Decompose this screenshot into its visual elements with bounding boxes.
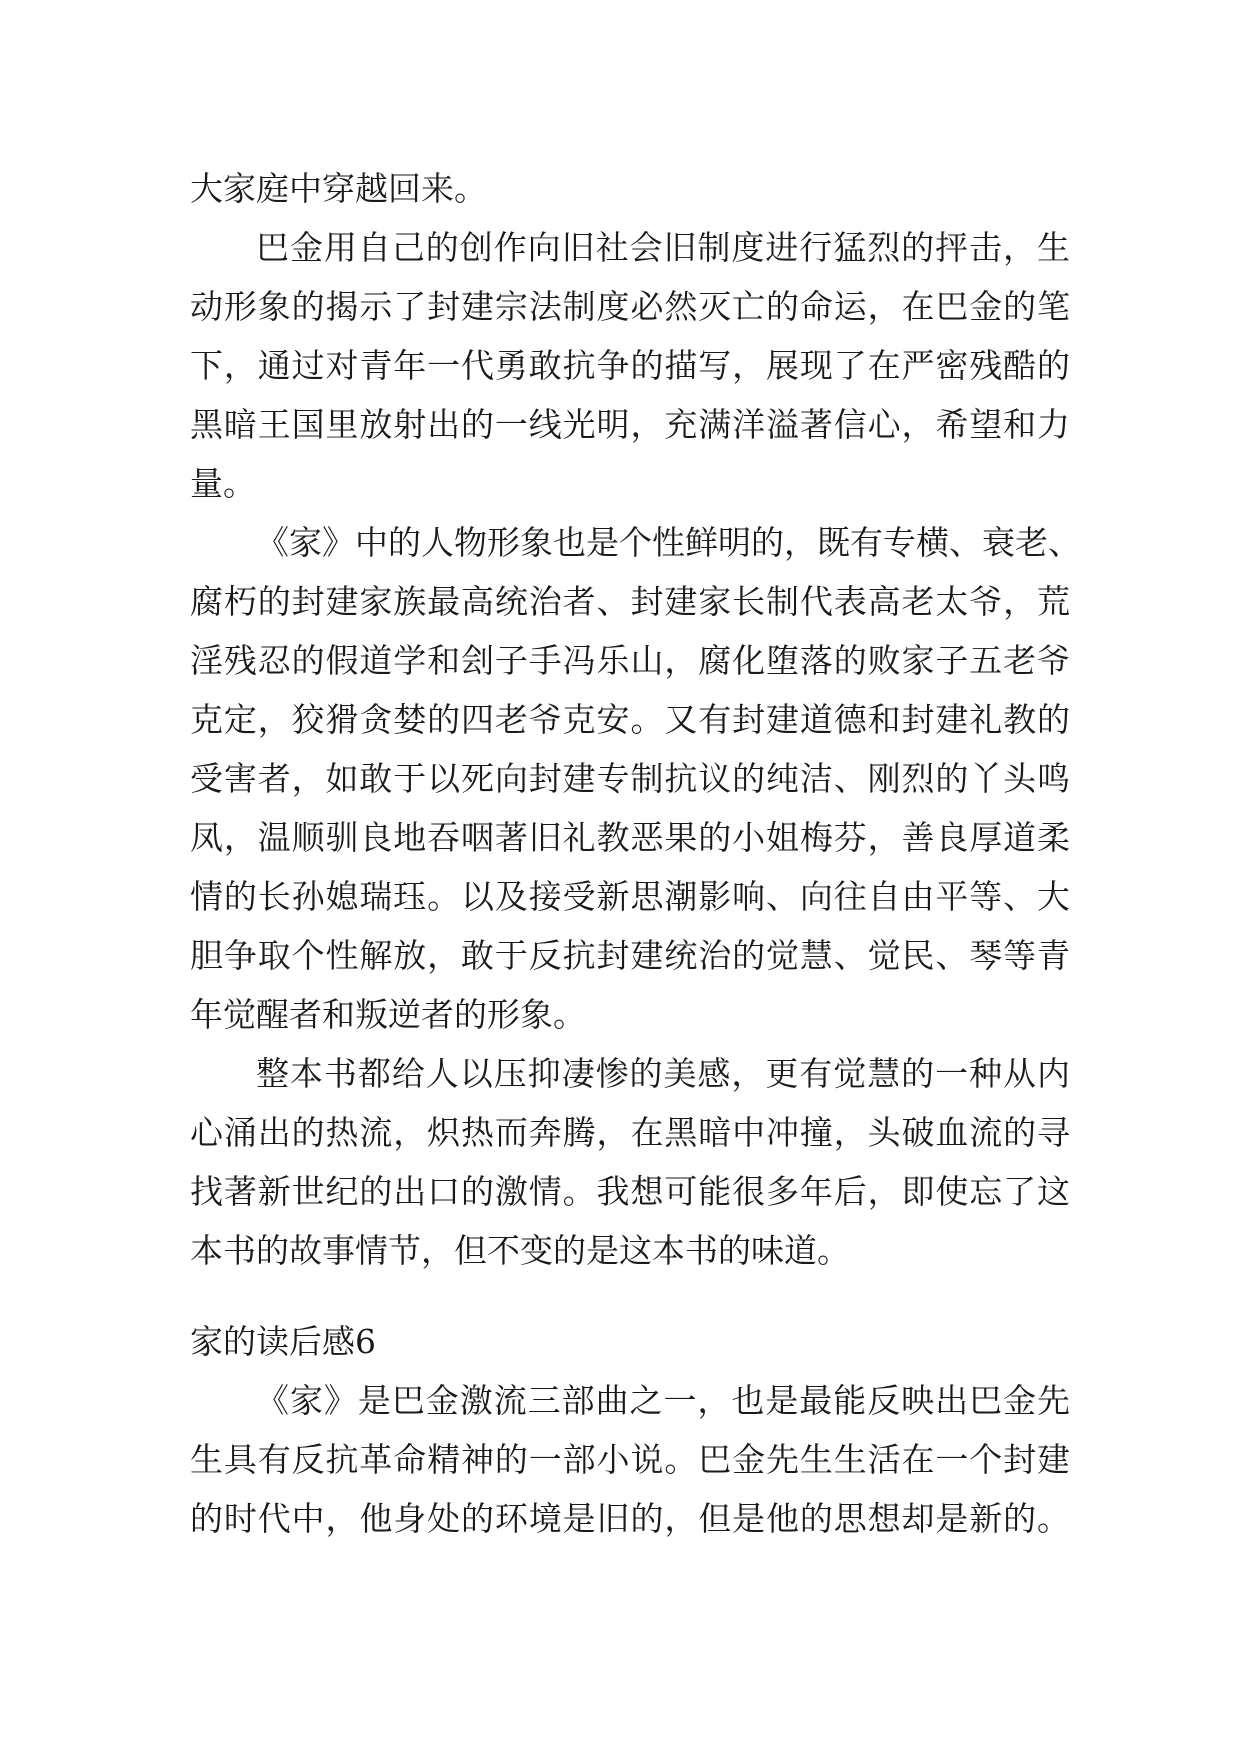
- paragraph: [190, 1044, 1070, 1280]
- paragraph-line: 淫残忍的假道学和刽子手冯乐山，腐化堕落的败家子五老爷: [190, 641, 1070, 680]
- paragraph-line: 情的长孙媳瑞珏。以及接受新思潮影响、向往自由平等、大: [190, 877, 1070, 916]
- paragraph-line: 黑暗王国里放射出的一线光明，充满洋溢著信心，希望和力: [190, 405, 1070, 444]
- section-heading: 家的读后感6: [190, 1322, 376, 1361]
- paragraph-line: 动形象的揭示了封建宗法制度必然灭亡的命运，在巴金的笔: [190, 287, 1070, 326]
- paragraph-line: 受害者，如敢于以死向封建专制抗议的纯洁、刚烈的丫头鸣: [190, 759, 1070, 798]
- paragraph-continuation: [190, 159, 1070, 218]
- paragraph-line: 年觉醒者和叛逆者的形象。: [190, 995, 586, 1034]
- paragraph: [190, 513, 1081, 1044]
- paragraph-line: 胆争取个性解放，敢于反抗封建统治的觉慧、觉民、琴等青: [190, 936, 1070, 975]
- paragraph-line: 大家庭中穿越回来。: [190, 169, 487, 208]
- paragraph-line: 克定，狡猾贪婪的四老爷克安。又有封建道德和封建礼教的: [190, 700, 1070, 739]
- paragraph-line: 下，通过对青年一代勇敢抗争的描写，展现了在严密残酷的: [190, 346, 1070, 385]
- paragraph-line: 本书的故事情节，但不变的是这本书的味道。: [190, 1231, 850, 1270]
- paragraph-line: 《家》是巴金激流三部曲之一，也是最能反映出巴金先: [256, 1381, 1070, 1420]
- paragraph-line: 凤，温顺驯良地吞咽著旧礼教恶果的小姐梅芬，善良厚道柔: [190, 818, 1070, 857]
- paragraph-line: 巴金用自己的创作向旧社会旧制度进行猛烈的抨击，生: [256, 228, 1070, 267]
- paragraph-line: 整本书都给人以压抑凄惨的美感，更有觉慧的一种从内: [256, 1054, 1070, 1093]
- paragraph: [190, 1371, 1070, 1548]
- paragraph: [190, 218, 1070, 513]
- paragraph-line: 生具有反抗革命精神的一部小说。巴金先生生活在一个封建: [190, 1440, 1070, 1479]
- paragraph-line: 腐朽的封建家族最高统治者、封建家长制代表高老太爷，荒: [190, 582, 1070, 621]
- paragraph-line: 《家》中的人物形象也是个性鲜明的，既有专横、衰老、: [256, 523, 1081, 562]
- paragraph-line: 心涌出的热流，炽热而奔腾，在黑暗中冲撞，头破血流的寻: [190, 1113, 1070, 1152]
- paragraph-line: 找著新世纪的出口的激情。我想可能很多年后，即使忘了这: [190, 1172, 1070, 1211]
- paragraph-line: 的时代中，他身处的环境是旧的，但是他的思想却是新的。: [190, 1499, 1070, 1538]
- paragraph-line: 量。: [190, 464, 256, 503]
